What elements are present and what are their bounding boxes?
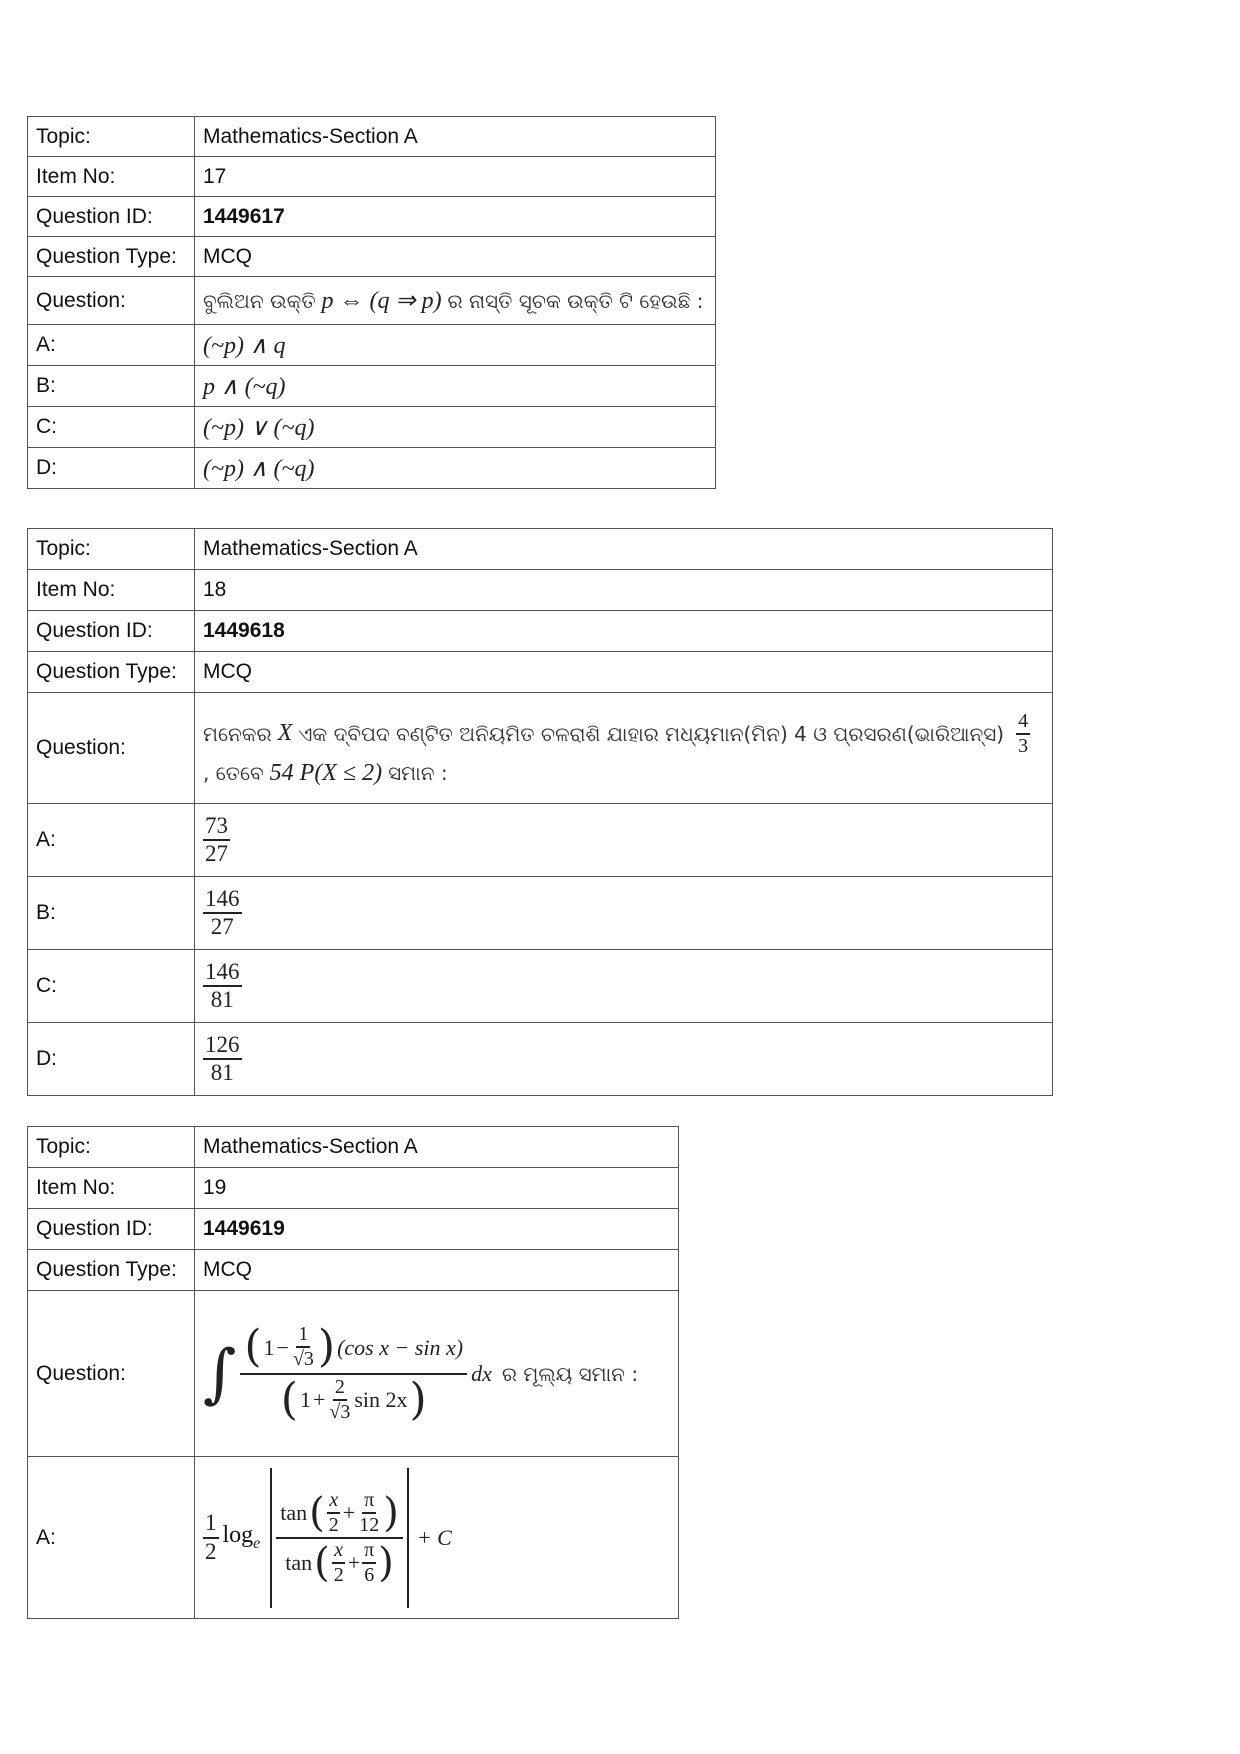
option-d-numerator: 126 [203, 1032, 242, 1060]
plus-bottom: + [347, 1549, 361, 1575]
variance-denominator: 3 [1018, 734, 1029, 757]
x-half-fraction-top [327, 1489, 341, 1537]
option-d-expression: (~p) ∧ (~q) [203, 455, 315, 482]
tan-ratio-fraction [276, 1489, 403, 1587]
x-top: x [327, 1489, 340, 1514]
question-expression: p ⇔ (q ⇒ p) [321, 288, 442, 314]
option-a-fraction [203, 813, 230, 868]
question-17-table [27, 116, 716, 489]
open-paren-icon: ( [244, 1320, 262, 1372]
question-text-odia-post: ର ନାସ୍ତି ସୂଚକ ଉକ୍ତି ଟି ହେଉଛି : [447, 289, 704, 313]
question-text [195, 277, 716, 325]
plus-top: + [342, 1499, 356, 1525]
option-b-expression: p ∧ (~q) [203, 373, 286, 400]
abs-right-bar-icon [407, 1468, 409, 1608]
den-plus: + [312, 1387, 326, 1413]
topic-label: Topic: [28, 529, 195, 570]
two-bottom: 2 [333, 1563, 344, 1586]
close-paren-icon: ) [383, 1489, 399, 1536]
open-paren-icon: ( [309, 1489, 325, 1536]
option-d-fraction [203, 1032, 242, 1087]
half-fraction [203, 1510, 219, 1565]
option-c [195, 950, 1053, 1023]
option-b [195, 877, 1053, 950]
question-text [195, 693, 1053, 804]
half-denominator: 2 [205, 1538, 217, 1564]
integrand-numerator [240, 1322, 467, 1375]
sin-2x: sin 2x [354, 1387, 408, 1413]
option-c-label: C: [28, 950, 195, 1023]
item-no-value: 19 [195, 1168, 679, 1209]
two-top: 2 [328, 1513, 339, 1536]
question-variable: X [277, 720, 293, 746]
tan-text-bottom: tan [285, 1549, 313, 1575]
six: 6 [364, 1563, 375, 1586]
option-a-denominator: 27 [205, 841, 228, 866]
option-b-fraction [203, 886, 242, 941]
two-root3-numerator: 2 [333, 1376, 347, 1401]
question-text-odia-1a: ମନେକର [203, 721, 272, 746]
question-19-table [27, 1126, 679, 1619]
question-text-odia-2b: ସମାନ : [388, 761, 448, 785]
topic-value: Mathematics-Section A [195, 1127, 679, 1168]
item-no-label: Item No: [28, 570, 195, 611]
question-text-odia-post: ର ମୂଲ୍ୟ ସମାନ : [501, 1361, 639, 1386]
pi-top: π [362, 1489, 376, 1514]
option-a-label: A: [28, 325, 195, 366]
log-base: e [253, 1534, 261, 1552]
pi-bottom: π [362, 1539, 376, 1564]
question-type-value: MCQ [195, 1250, 679, 1291]
item-no-value: 17 [195, 157, 716, 197]
question-id-label: Question ID: [28, 197, 195, 237]
option-d-denominator: 81 [210, 1060, 234, 1085]
topic-label: Topic: [28, 117, 195, 157]
inv-root3-denominator: √3 [292, 1348, 314, 1371]
option-d [195, 448, 716, 489]
option-a [195, 325, 716, 366]
question-id-label: Question ID: [28, 1209, 195, 1250]
tan-ratio-numerator [276, 1489, 403, 1539]
question-type-label: Question Type: [28, 652, 195, 693]
option-a-expression: (~p) ∧ q [203, 332, 286, 359]
tan-ratio-denominator [281, 1539, 398, 1587]
topic-label: Topic: [28, 1127, 195, 1168]
close-paren-icon: ) [378, 1539, 394, 1586]
variance-fraction [1016, 710, 1030, 758]
den-one: 1 [299, 1387, 311, 1413]
pi-12-fraction [357, 1489, 381, 1537]
two-root3-fraction [327, 1376, 352, 1424]
tan-text-top: tan [280, 1499, 308, 1525]
option-a-label: A: [28, 804, 195, 877]
item-no-value: 18 [195, 570, 1053, 611]
question-text-odia-2a: , ତେବେ [203, 761, 264, 785]
abs-left-bar-icon [270, 1468, 272, 1608]
option-c-numerator: 146 [203, 959, 242, 987]
half-numerator: 1 [203, 1510, 219, 1538]
question-text [195, 1291, 679, 1457]
open-paren-icon: ( [280, 1373, 298, 1425]
option-b [195, 366, 716, 407]
question-expression: 54 P(X ≤ 2) [269, 759, 383, 786]
question-id-value: 1449617 [195, 197, 716, 237]
option-c-fraction [203, 959, 242, 1014]
question-18-table [27, 528, 1053, 1096]
question-type-label: Question Type: [28, 237, 195, 277]
question-text-odia-pre: ବୁଲିଅନ ଉକ୍ତି [203, 289, 316, 313]
question-text-odia-1b: ଏକ ଦ୍ବିପଦ ବଣ୍ଟିତ ଅନିୟମିତ ଚଳରାଶି ଯାହାର ମଧ୍ୟମାନ(ମିନ) 4 ଓ ପ୍ରସରଣ(ଭାରିଆନ୍ସ) [298, 721, 1005, 746]
close-paren-icon: ) [409, 1373, 427, 1425]
inv-root3-numerator: 1 [296, 1323, 310, 1348]
topic-value: Mathematics-Section A [195, 117, 716, 157]
close-paren-icon: ) [317, 1320, 336, 1372]
integral-sign: ∫ [203, 1336, 237, 1411]
question-label: Question: [28, 693, 195, 804]
question-id-value: 1449618 [195, 611, 1053, 652]
num-minus: − [276, 1334, 289, 1360]
option-c [195, 407, 716, 448]
num-one: 1 [263, 1334, 275, 1360]
option-b-label: B: [28, 366, 195, 407]
option-c-label: C: [28, 407, 195, 448]
option-b-numerator: 146 [203, 886, 242, 914]
option-d-label: D: [28, 448, 195, 489]
topic-value: Mathematics-Section A [195, 529, 1053, 570]
log-text: log [222, 1522, 254, 1549]
question-type-label: Question Type: [28, 1250, 195, 1291]
dx: dx [471, 1360, 492, 1386]
option-d-label: D: [28, 1023, 195, 1096]
question-type-value: MCQ [195, 237, 716, 277]
question-type-value: MCQ [195, 652, 1053, 693]
option-c-expression: (~p) ∨ (~q) [203, 414, 315, 441]
option-c-denominator: 81 [210, 987, 234, 1012]
integrand-denominator [279, 1375, 429, 1426]
x-bottom: x [332, 1539, 345, 1564]
open-paren-icon: ( [314, 1539, 330, 1586]
integrand-fraction [240, 1322, 467, 1425]
option-b-label: B: [28, 877, 195, 950]
question-label: Question: [28, 277, 195, 325]
option-a-label: A: [28, 1457, 195, 1619]
inv-root3-fraction [291, 1323, 316, 1371]
option-d [195, 1023, 1053, 1096]
twelve: 12 [359, 1513, 380, 1536]
option-a-numerator: 73 [203, 813, 230, 841]
option-a [195, 804, 1053, 877]
two-root3-denominator: √3 [329, 1400, 351, 1423]
x-half-fraction-bottom [332, 1539, 346, 1587]
log-func [223, 1522, 261, 1553]
constant-c: + C [416, 1524, 452, 1550]
option-a [195, 1457, 679, 1619]
trig-difference: (cos x − sin x) [337, 1334, 464, 1360]
pi-6-fraction [362, 1539, 376, 1587]
question-id-value: 1449619 [195, 1209, 679, 1250]
question-id-label: Question ID: [28, 611, 195, 652]
option-b-denominator: 27 [210, 914, 234, 939]
question-label: Question: [28, 1291, 195, 1457]
item-no-label: Item No: [28, 157, 195, 197]
item-no-label: Item No: [28, 1168, 195, 1209]
variance-numerator: 4 [1016, 710, 1030, 735]
